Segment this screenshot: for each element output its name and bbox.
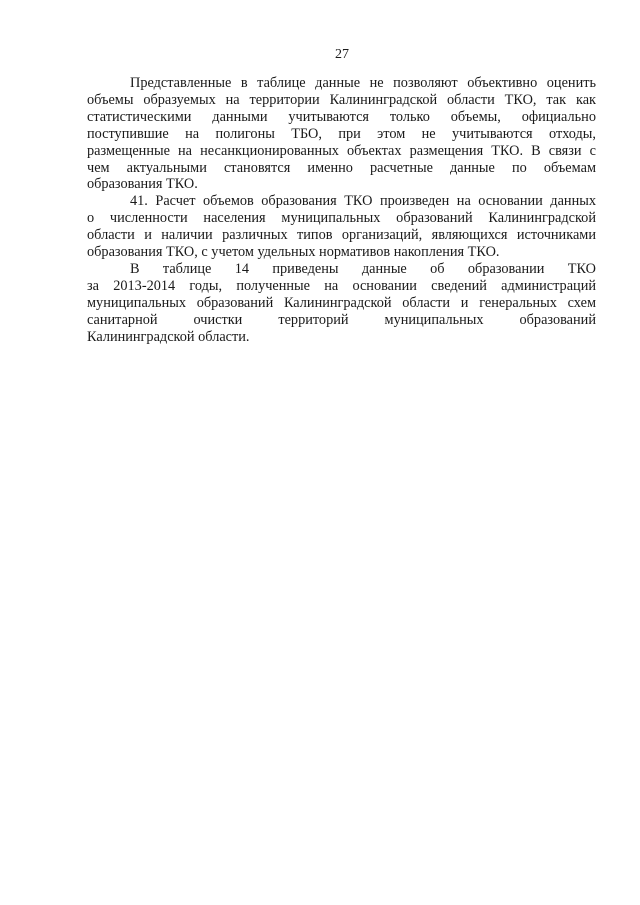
- paragraph-3-line-3: муниципальных образований Калининградской области и генеральных схем: [87, 294, 596, 311]
- paragraph-1: [87, 75, 596, 193]
- paragraph-1-line-4: поступившие на полигоны ТБО, при этом не учитываются отходы,: [87, 125, 596, 142]
- paragraph-1-line-3: статистическими данными учитываются только объемы, официально: [87, 108, 596, 125]
- paragraph-2-line-2: о численности населения муниципальных образований Калининградской: [87, 210, 596, 227]
- paragraph-3-line-4: санитарной очистки территорий муниципальных образований: [87, 311, 596, 328]
- paragraph-3-line-2: за 2013-2014 годы, полученные на основании сведений администраций: [87, 277, 596, 294]
- paragraph-2-line-4: образования ТКО, с учетом удельных нормативов накопления ТКО.: [87, 244, 500, 261]
- paragraph-1-line-1: Представленные в таблице данные не позволяют объективно оценить: [130, 75, 596, 91]
- paragraph-2: [87, 193, 596, 261]
- paragraph-1-line-5: размещенные на несанкционированных объектах размещения ТКО. В связи с: [87, 142, 596, 159]
- page-number: 27: [335, 47, 349, 62]
- paragraph-3: [87, 261, 596, 346]
- paragraph-1-line-2: объемы образуемых на территории Калининградской области ТКО, так как: [87, 91, 596, 108]
- paragraph-3-line-5: Калининградской области.: [87, 328, 250, 345]
- paragraph-3-line-1: В таблице 14 приведены данные об образовании ТКО: [130, 260, 596, 277]
- document-body: [87, 75, 596, 346]
- paragraph-2-line-1: 41. Расчет объемов образования ТКО произведен на основании данных: [130, 193, 596, 210]
- paragraph-2-line-3: области и наличии различных типов организаций, являющихся источниками: [87, 227, 596, 244]
- paragraph-1-line-6: чем актуальными становятся именно расчетные данные по объемам: [87, 159, 596, 176]
- paragraph-1-line-7: образования ТКО.: [87, 176, 198, 193]
